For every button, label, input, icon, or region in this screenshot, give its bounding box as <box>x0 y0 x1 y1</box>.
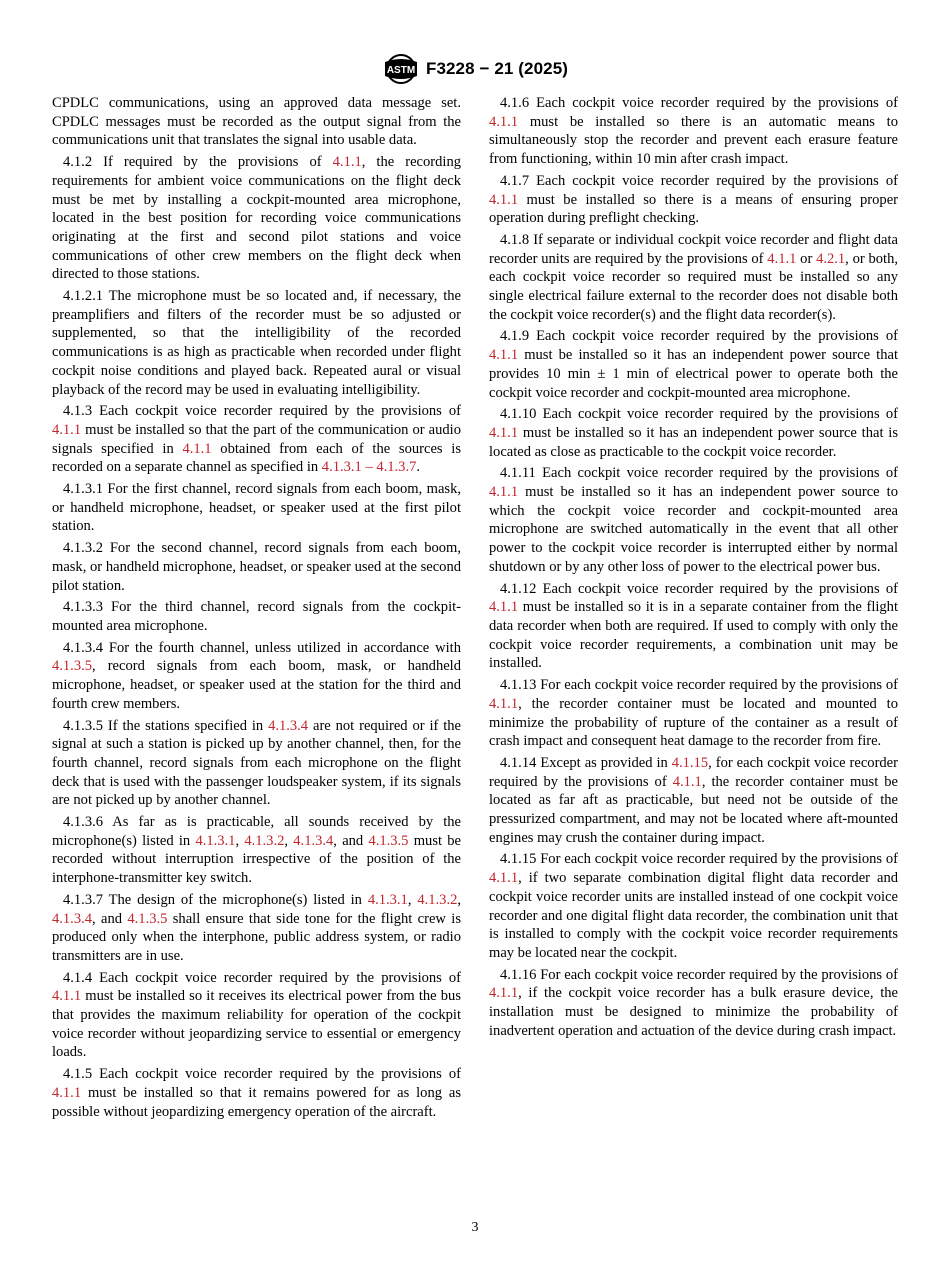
section-reference-link[interactable]: 4.1.1 <box>489 484 519 501</box>
paragraph-4-1-16 <box>489 966 898 1041</box>
section-reference-link[interactable]: 4.1.3.1 <box>367 891 408 908</box>
paragraph-text: 4.1.2.1 The microphone must be so located and, if necessary, the preamplifiers and filters of the recorder must be so adjusted or supplemented, so that the intelligibility of the recorded communications is as high as practicable when recorded under flight cockpit noise conditions and played back. Repeated aural or visual playback of the record may be used in evaluating intelligibility. <box>52 288 461 398</box>
section-reference-link[interactable]: 4.2.1 <box>816 250 846 267</box>
paragraph-text: 4.1.12 Each cockpit voice recorder required by the provisions of <box>500 580 898 597</box>
paragraph-text: , the recorder container must be located and mounted to minimize the probability of rupture of the container as a result of crash impact and consequent heat damage to the recorder from fire. <box>489 695 898 750</box>
paragraph-text: must be installed so it has an independent power source that is located as close as practicable to the cockpit voice recorder. <box>489 424 898 460</box>
document-designation: F3228 − 21 (2025) <box>425 59 569 78</box>
section-reference-link[interactable]: 4.1.3.1 <box>195 832 236 849</box>
paragraph-4-1-12 <box>489 580 898 674</box>
section-reference-link[interactable]: 4.1.1 <box>52 1084 82 1101</box>
section-reference-link[interactable]: 4.1.3.4 <box>268 717 309 734</box>
paragraph-text: 4.1.5 Each cockpit voice recorder required by the provisions of <box>63 1066 461 1083</box>
section-reference-link[interactable]: 4.1.1 <box>52 988 82 1005</box>
header-inner <box>382 52 568 86</box>
section-reference-link[interactable]: 4.1.1 <box>489 985 519 1002</box>
paragraph-text: 4.1.2 If required by the provisions of <box>63 154 333 171</box>
paragraph-text: must be installed so it is in a separate container from the flight data recorder when both are required. If used to comply with only the cockpit voice recorder requirements, a combination unit may be installed. <box>489 599 898 672</box>
paragraph-4-1-4 <box>52 969 461 1063</box>
paragraph-text: , for each cockpit voice recorder required by the provisions of <box>489 754 898 790</box>
paragraph-text: , <box>284 832 294 849</box>
paragraph-text: 4.1.3.4 For the fourth channel, unless utilized in accordance with <box>63 639 461 656</box>
paragraph-4-1-3-1 <box>52 480 461 536</box>
paragraph-4-1-10 <box>489 405 898 461</box>
paragraph-text: 4.1.8 If separate or individual cockpit voice recorder and flight data recorder units are required by the provisions of <box>489 231 898 267</box>
paragraph-text: must be installed so that it remains powered for as long as possible without jeopardizing emergency operation of the aircraft. <box>52 1084 461 1120</box>
paragraph-text: 4.1.4 Each cockpit voice recorder required by the provisions of <box>63 969 461 986</box>
paragraph-text: 4.1.3.3 For the third channel, record signals from the cockpit-mounted area microphone. <box>52 599 461 634</box>
svg-text:ASTM: ASTM <box>386 65 416 76</box>
paragraph-text: are not required or if the signal at such a station is picked up by another channel, then, for the fourth channel, record signals from each microphone on the flight deck that is used with the passenger loudspeaker system, if its signals are not picked up by another channel. <box>52 717 462 809</box>
section-reference-link[interactable]: 4.1.3.5 <box>52 658 93 675</box>
section-reference-link[interactable]: 4.1.1 <box>489 870 519 887</box>
section-reference-link[interactable]: 4.1.3.5 <box>368 832 409 849</box>
paragraph-4-1-3 <box>52 402 461 477</box>
paragraph-text: must be recorded without interruption irrespective of the position of the interphone-transmitter key switch. <box>52 832 462 887</box>
section-reference-link[interactable]: 4.1.1 <box>489 113 519 130</box>
paragraph-text: 4.1.3.6 As far as is practicable, all sounds received by the microphone(s) listed in <box>52 814 461 849</box>
paragraph-4-1-6 <box>489 94 898 169</box>
section-reference-link[interactable]: 4.1.1 <box>489 191 519 208</box>
paragraph-text: must be installed so there is an automatic means to simultaneously stop the recorder and prevent each erasure feature from functioning, within 10 min after crash impact. <box>489 113 898 168</box>
paragraph-text: must be installed so it has an independent power source to which the cockpit voice recorder and cockpit-mounted area microphone are switched automatically in the event that all other power to the cockpit voice recorder is interrupted either by normal shutdown or by any other loss of power to the electrical power bus. <box>489 484 898 575</box>
section-reference-link[interactable]: 4.1.1 <box>332 154 362 171</box>
paragraph-text: or <box>796 250 817 267</box>
paragraph-text: must be installed so there is a means of ensuring proper operation during preflight checking. <box>489 191 898 227</box>
paragraph-4-1-5 <box>52 1065 461 1121</box>
paragraph-text: obtained from each of the sources is recorded on a separate channel as specified in <box>52 440 462 476</box>
paragraph-text: , <box>407 891 418 908</box>
paragraph-text: CPDLC communications, using an approved data message set. CPDLC messages must be recorded as the output signal from the communications unit that translates the signal into usable data. <box>52 95 461 149</box>
paragraph-4-1-3-2 <box>52 539 461 595</box>
section-reference-link[interactable]: 4.1.15 <box>671 754 709 771</box>
paragraph-text: , the recorder container must be located as far aft as practicable, but need not be outside of the pressurized compartment, and may not be located where aft-mounted engines may crush the container during impact. <box>489 773 899 846</box>
paragraph-text: 4.1.7 Each cockpit voice recorder required by the provisions of <box>500 172 898 189</box>
paragraph-text: 4.1.14 Except as provided in <box>500 754 672 771</box>
paragraph-4-1-8 <box>489 231 898 325</box>
paragraph-4-1-13 <box>489 676 898 751</box>
paragraph-text: 4.1.15 For each cockpit voice recorder required by the provisions of <box>500 851 898 868</box>
left-column <box>52 94 461 1124</box>
paragraph-text: , <box>235 832 245 849</box>
paragraph-text: , or both, each cockpit voice recorder so required must be installed so any single electrical failure external to the recorder does not disable both the cockpit voice recorder(s) and the flight data recorder(s). <box>489 250 898 323</box>
section-reference-link[interactable]: 4.1.1 <box>52 421 82 438</box>
paragraph-text: 4.1.3 Each cockpit voice recorder required by the provisions of <box>63 403 461 420</box>
paragraph-4-1-3-5 <box>52 717 461 811</box>
paragraph-4-1-9 <box>489 327 898 402</box>
paragraph-text: 4.1.3.1 For the first channel, record signals from each boom, mask, or handheld microphone, headset, or speaker used at the first pilot station. <box>52 481 461 535</box>
right-column <box>489 94 898 1043</box>
section-reference-link[interactable]: 4.1.3.4 <box>293 832 334 849</box>
paragraph-text: must be installed so it has an independent power source that provides 10 min ± 1 min of electrical power to operate both the cockpit voice recorder and cockpit-mounted area microphone. <box>489 347 898 401</box>
section-reference-link[interactable]: 4.1.1 <box>489 424 519 441</box>
paragraph-text: must be installed so that the part of the communication or audio signals specified in <box>52 421 461 457</box>
paragraph-4-1-3-6 <box>52 813 461 888</box>
section-reference-link[interactable]: 4.1.3.1 – 4.1.3.7 <box>321 459 417 476</box>
paragraph-text: shall ensure that side tone for the flight crew is produced only when the interphone, public address system, or radio transmitters are in use. <box>52 910 461 964</box>
paragraph-text: 4.1.10 Each cockpit voice recorder required by the provisions of <box>500 406 898 423</box>
paragraph-text: , record signals from each boom, mask, or handheld microphone, headset, or speaker used at the station for the third and fourth crew members. <box>52 658 461 712</box>
paragraph-4-1-3-7 <box>52 891 461 966</box>
paragraph-text: 4.1.6 Each cockpit voice recorder required by the provisions of <box>500 95 898 111</box>
paragraph-text: 4.1.3.2 For the second channel, record signals from each boom, mask, or handheld microphone, headset, or speaker used at the second pilot station. <box>52 540 461 594</box>
section-reference-link[interactable]: 4.1.1 <box>489 347 519 364</box>
paragraph-text: , if the cockpit voice recorder has a bulk erasure device, the installation must be designed to minimize the probability of inadvertent operation and actuation of the device during crash impact. <box>489 985 898 1039</box>
paragraph-text: , and <box>333 832 369 849</box>
section-reference-link[interactable]: 4.1.3.5 <box>127 910 168 927</box>
section-reference-link[interactable]: 4.1.3.2 <box>244 832 285 849</box>
paragraph-4-1-3-3 <box>52 598 461 635</box>
section-reference-link[interactable]: 4.1.1 <box>489 599 519 616</box>
paragraph-4-1-11 <box>489 464 898 576</box>
paragraph-text: , <box>457 891 462 908</box>
section-reference-link[interactable]: 4.1.1 <box>672 773 702 790</box>
paragraph-text: 4.1.16 For each cockpit voice recorder required by the provisions of <box>500 966 898 983</box>
section-reference-link[interactable]: 4.1.3.4 <box>52 910 93 927</box>
section-reference-link[interactable]: 4.1.3.2 <box>417 891 458 908</box>
paragraph-4-1-15 <box>489 850 898 962</box>
paragraph-text: 4.1.9 Each cockpit voice recorder required by the provisions of <box>500 328 898 345</box>
paragraph-text: 4.1.3.5 If the stations specified in <box>63 717 269 734</box>
section-reference-link[interactable]: 4.1.1 <box>182 440 212 457</box>
paragraph-text: must be installed so it receives its electrical power from the bus that provides the maximum reliability for operation of the cockpit voice recorder without jeopardizing service to essential or emergency loads. <box>52 988 461 1061</box>
paragraph-cont <box>52 94 461 150</box>
paragraph-4-1-14 <box>489 754 898 848</box>
paragraph-4-1-3-4 <box>52 639 461 714</box>
paragraph-text: 4.1.11 Each cockpit voice recorder required by the provisions of <box>500 465 898 482</box>
paragraph-4-1-2-1 <box>52 287 461 399</box>
paragraph-text: 4.1.13 For each cockpit voice recorder required by the provisions of <box>500 677 898 694</box>
page-number: 3 <box>471 1220 479 1235</box>
paragraph-4-1-2 <box>52 153 461 284</box>
paragraph-text: , and <box>92 910 128 927</box>
astm-logo-icon <box>382 52 420 86</box>
section-reference-link[interactable]: 4.1.1 <box>767 250 797 267</box>
paragraph-text: , if two separate combination digital flight data recorder and cockpit voice recorder units are installed instead of one cockpit voice recorder and one digital flight data recorder, the combination unit that is installed to comply with the cockpit voice recorder requirements may be located near the cockpit. <box>489 870 898 961</box>
section-reference-link[interactable]: 4.1.1 <box>489 695 519 712</box>
paragraph-text: . <box>416 459 420 476</box>
paragraph-text: , the recording requirements for ambient voice communications on the flight deck must be met by installing a cockpit-mounted area microphone, located in the best position for recording voice communications originating at the first and second pilot stations and voice communications of other crew members on the flight deck when directed to those stations. <box>52 154 461 283</box>
page-header <box>0 52 950 91</box>
paragraph-4-1-7 <box>489 172 898 228</box>
paragraph-text: 4.1.3.7 The design of the microphone(s) listed in <box>63 891 368 908</box>
